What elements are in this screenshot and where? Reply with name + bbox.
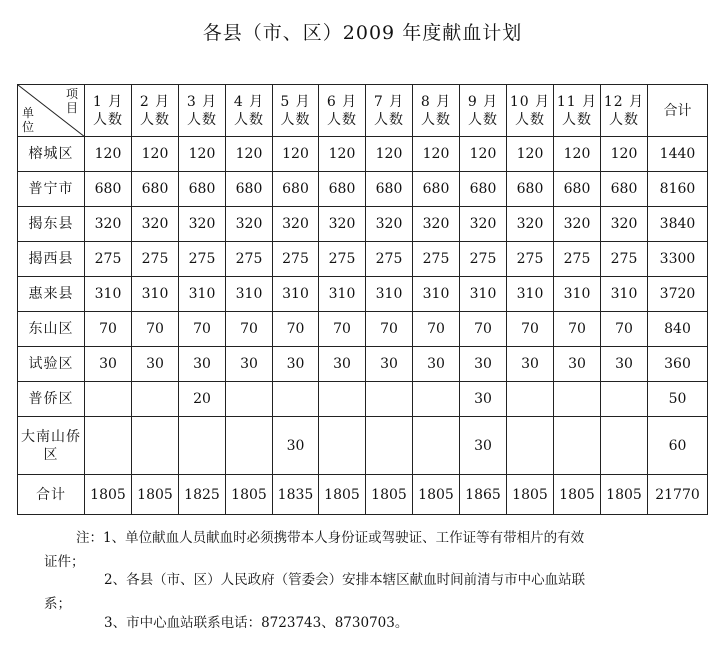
month-value-cell: 30 [601, 347, 648, 382]
row-total-cell: 840 [648, 312, 708, 347]
month-value-cell [85, 417, 132, 475]
corner-unit-label: 单 位 [22, 106, 35, 134]
month-value-cell: 1805 [132, 475, 179, 515]
month-value-cell: 680 [85, 172, 132, 207]
month-value-cell: 70 [507, 312, 554, 347]
month-value-cell [132, 417, 179, 475]
month-value-cell [319, 417, 366, 475]
month-header-12: 12 月 人数 [601, 85, 648, 137]
document-title: 各县（市、区）2009 年度献血计划 [202, 22, 523, 44]
month-value-cell [319, 382, 366, 417]
month-value-cell: 70 [179, 312, 226, 347]
month-value-cell [601, 417, 648, 475]
month-value-cell: 1805 [366, 475, 413, 515]
month-value-cell: 30 [366, 347, 413, 382]
month-value-cell: 1805 [85, 475, 132, 515]
table-row [18, 137, 708, 172]
unit-name-cell: 普侨区 [18, 382, 85, 417]
table-header-row [18, 85, 708, 137]
month-value-cell: 320 [413, 207, 460, 242]
month-value-cell: 120 [554, 137, 601, 172]
month-header-5: 5 月 人数 [273, 85, 319, 137]
month-value-cell: 30 [226, 347, 273, 382]
month-value-cell: 120 [132, 137, 179, 172]
month-value-cell: 120 [273, 137, 319, 172]
month-value-cell: 30 [507, 347, 554, 382]
month-value-cell: 680 [319, 172, 366, 207]
month-value-cell: 30 [85, 347, 132, 382]
month-value-cell: 310 [319, 277, 366, 312]
month-value-cell [85, 382, 132, 417]
month-value-cell: 320 [85, 207, 132, 242]
table-row [18, 172, 708, 207]
row-total-cell: 3840 [648, 207, 708, 242]
month-value-cell: 680 [460, 172, 507, 207]
month-value-cell: 275 [460, 242, 507, 277]
month-value-cell: 1805 [226, 475, 273, 515]
month-header-7: 7 月 人数 [366, 85, 413, 137]
month-value-cell: 310 [413, 277, 460, 312]
month-value-cell: 680 [366, 172, 413, 207]
month-value-cell: 30 [179, 347, 226, 382]
month-value-cell: 70 [413, 312, 460, 347]
month-value-cell: 275 [601, 242, 648, 277]
month-value-cell: 310 [460, 277, 507, 312]
month-header-1: 1 月 人数 [85, 85, 132, 137]
month-value-cell: 70 [460, 312, 507, 347]
table-row [18, 312, 708, 347]
month-value-cell [132, 382, 179, 417]
month-value-cell: 70 [85, 312, 132, 347]
month-value-cell: 1825 [179, 475, 226, 515]
month-value-cell: 310 [366, 277, 413, 312]
month-header-2: 2 月 人数 [132, 85, 179, 137]
month-value-cell: 30 [273, 417, 319, 475]
month-value-cell: 310 [85, 277, 132, 312]
month-value-cell: 320 [273, 207, 319, 242]
table-row [18, 347, 708, 382]
table-row [18, 382, 708, 417]
note-3: 3、市中心血站联系电话：8723743、8730703。 [104, 615, 409, 631]
month-value-cell: 120 [319, 137, 366, 172]
month-value-cell: 30 [273, 347, 319, 382]
month-value-cell [554, 417, 601, 475]
month-value-cell: 320 [319, 207, 366, 242]
month-value-cell: 120 [601, 137, 648, 172]
month-value-cell: 320 [366, 207, 413, 242]
month-header-8: 8 月 人数 [413, 85, 460, 137]
unit-name-cell: 揭西县 [18, 242, 85, 277]
month-value-cell: 70 [554, 312, 601, 347]
month-header-6: 6 月 人数 [319, 85, 366, 137]
month-header-10: 10 月 人数 [507, 85, 554, 137]
month-value-cell: 120 [179, 137, 226, 172]
month-value-cell: 70 [366, 312, 413, 347]
month-value-cell: 310 [132, 277, 179, 312]
month-value-cell: 320 [226, 207, 273, 242]
month-value-cell: 70 [132, 312, 179, 347]
month-value-cell: 320 [601, 207, 648, 242]
month-value-cell: 275 [366, 242, 413, 277]
table-row [18, 207, 708, 242]
month-value-cell: 1805 [507, 475, 554, 515]
month-value-cell [226, 382, 273, 417]
month-value-cell: 1805 [554, 475, 601, 515]
month-value-cell [413, 417, 460, 475]
month-value-cell: 275 [85, 242, 132, 277]
row-total-cell: 1440 [648, 137, 708, 172]
month-value-cell: 680 [273, 172, 319, 207]
month-value-cell [366, 417, 413, 475]
month-value-cell: 680 [554, 172, 601, 207]
row-total-cell: 50 [648, 382, 708, 417]
month-value-cell: 680 [226, 172, 273, 207]
table-row [18, 277, 708, 312]
note-1-line-2: 证件； [44, 554, 85, 570]
month-value-cell: 30 [413, 347, 460, 382]
blood-donation-plan-table [17, 84, 708, 515]
month-value-cell: 320 [507, 207, 554, 242]
month-value-cell: 30 [319, 347, 366, 382]
month-value-cell: 310 [179, 277, 226, 312]
month-value-cell: 30 [460, 417, 507, 475]
month-value-cell [366, 382, 413, 417]
month-value-cell: 1805 [319, 475, 366, 515]
month-value-cell: 310 [226, 277, 273, 312]
month-value-cell: 1865 [460, 475, 507, 515]
month-value-cell: 70 [319, 312, 366, 347]
month-value-cell: 120 [226, 137, 273, 172]
row-total-cell: 60 [648, 417, 708, 475]
month-header-4: 4 月 人数 [226, 85, 273, 137]
month-value-cell: 275 [226, 242, 273, 277]
month-value-cell: 275 [319, 242, 366, 277]
table-row [18, 417, 708, 475]
month-value-cell: 20 [179, 382, 226, 417]
month-value-cell: 680 [413, 172, 460, 207]
month-value-cell: 310 [507, 277, 554, 312]
month-value-cell: 680 [507, 172, 554, 207]
month-value-cell: 320 [132, 207, 179, 242]
month-value-cell: 30 [460, 382, 507, 417]
row-total-cell: 360 [648, 347, 708, 382]
table-total-row [18, 475, 708, 515]
unit-name-cell: 揭东县 [18, 207, 85, 242]
row-total-cell: 21770 [648, 475, 708, 515]
month-value-cell [226, 417, 273, 475]
month-value-cell [554, 382, 601, 417]
month-value-cell: 680 [601, 172, 648, 207]
row-total-cell: 3300 [648, 242, 708, 277]
month-value-cell: 120 [507, 137, 554, 172]
unit-name-cell: 普宁市 [18, 172, 85, 207]
unit-name-cell: 惠来县 [18, 277, 85, 312]
month-value-cell [179, 417, 226, 475]
month-value-cell [507, 382, 554, 417]
month-value-cell: 70 [601, 312, 648, 347]
corner-item-label: 项 目 [65, 87, 78, 115]
note-1-line-1: 注：1、单位献血人员献血时必须携带本人身份证或驾驶证、工作证等有带相片的有效 [76, 530, 585, 546]
month-value-cell: 70 [226, 312, 273, 347]
month-value-cell [273, 382, 319, 417]
month-value-cell: 310 [601, 277, 648, 312]
month-value-cell: 30 [460, 347, 507, 382]
month-value-cell: 310 [554, 277, 601, 312]
month-value-cell: 1805 [413, 475, 460, 515]
month-value-cell: 30 [132, 347, 179, 382]
month-value-cell: 680 [132, 172, 179, 207]
unit-name-cell: 东山区 [18, 312, 85, 347]
month-value-cell: 320 [179, 207, 226, 242]
month-value-cell: 680 [179, 172, 226, 207]
month-value-cell: 1805 [601, 475, 648, 515]
month-header-3: 3 月 人数 [179, 85, 226, 137]
month-value-cell: 310 [273, 277, 319, 312]
unit-name-cell: 大南山侨 区 [18, 417, 85, 475]
table-row [18, 242, 708, 277]
month-value-cell: 70 [273, 312, 319, 347]
month-value-cell [507, 417, 554, 475]
month-value-cell: 275 [413, 242, 460, 277]
month-value-cell: 1835 [273, 475, 319, 515]
month-value-cell: 320 [460, 207, 507, 242]
month-value-cell: 275 [132, 242, 179, 277]
month-value-cell [413, 382, 460, 417]
total-header: 合计 [648, 85, 708, 137]
month-value-cell: 120 [460, 137, 507, 172]
month-value-cell: 275 [554, 242, 601, 277]
month-value-cell: 275 [273, 242, 319, 277]
unit-name-cell: 榕城区 [18, 137, 85, 172]
month-value-cell: 30 [554, 347, 601, 382]
month-value-cell: 320 [554, 207, 601, 242]
month-value-cell [601, 382, 648, 417]
unit-name-cell: 试验区 [18, 347, 85, 382]
month-value-cell: 275 [507, 242, 554, 277]
note-2-line-2: 系； [44, 596, 71, 612]
month-value-cell: 120 [413, 137, 460, 172]
unit-name-cell: 合计 [18, 475, 85, 515]
corner-header-cell [18, 85, 85, 137]
note-2-line-1: 2、各县（市、区）人民政府（管委会）安排本辖区献血时间前清与市中心血站联 [104, 572, 586, 588]
month-value-cell: 120 [366, 137, 413, 172]
month-header-11: 11 月 人数 [554, 85, 601, 137]
row-total-cell: 8160 [648, 172, 708, 207]
month-value-cell: 120 [85, 137, 132, 172]
row-total-cell: 3720 [648, 277, 708, 312]
month-header-9: 9 月 人数 [460, 85, 507, 137]
month-value-cell: 275 [179, 242, 226, 277]
